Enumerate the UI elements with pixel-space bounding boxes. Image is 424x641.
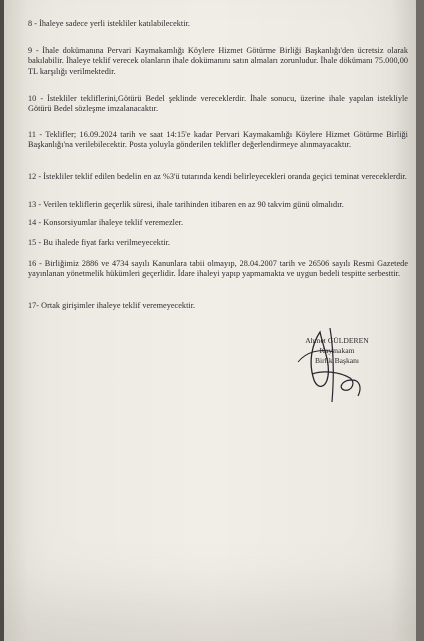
clause-13: 13 - Verilen tekliflerin geçerlik süresi, ihale tarihinden itibaren en az 90 takvim günü olmalıdır. bbox=[28, 200, 344, 209]
clause-15: 15 - Bu ihalede fiyat farkı verilmeyecektir. bbox=[28, 238, 171, 247]
clause-14: 14 - Konsorsiyumlar ihaleye teklif veremezler. bbox=[28, 218, 184, 227]
clause-9: 9 - İhale dokümanına Pervari Kaymakamlığı Köylere Hizmet Götürme Birliği Başkanlığı'den ücretsiz olarak bakılabilir. İhaleye teklif verecek olanların ihale dokümanını satın almaları zorunludur. İhale dökümanı 75.000,00 TL karşılığı verilmektedir. bbox=[28, 46, 408, 76]
signatory-role: Birlik Başkanı bbox=[314, 356, 360, 365]
clause-12: 12 - İstekliler teklif edilen bedelin en az %3'ü tutarında kendi belirleyecekleri oranda geçici teminat vereceklerdir. bbox=[28, 172, 407, 181]
clause-17: 17- Ortak girişimler ihaleye teklif veremeyecektir. bbox=[28, 301, 196, 310]
clause-11: 11 - Teklifler; 16.09.2024 tarih ve saat 14:15'e kadar Pervari Kaymakamlığı Köylere Hizmet Götürme Birliği Başkanlığı'na verilebilecektir. Posta yoluyla gönderilen teklifler değerlendirmeye alınmayacaktır. bbox=[28, 130, 408, 150]
signatory-title: Kaymakam bbox=[319, 346, 355, 355]
clause-8: 8 - İhaleye sadece yerli istekliler katılabilecektir. bbox=[28, 19, 191, 28]
handwritten-signature bbox=[290, 322, 380, 412]
signatory-name: Ahmet GÜLDEREN bbox=[305, 336, 369, 345]
clause-10: 10 - İstekliler tekliflerini,Götürü Bedel şeklinde vereceklerdir. İhale sonucu, üzerine ihale yapılan istekliyle Götürü Bedel sözleşme imzalanacaktır. bbox=[28, 94, 408, 114]
clause-16: 16 - Birliğimiz 2886 ve 4734 sayılı Kanunlara tabii olmayıp, 28.04.2007 tarih ve 26506 sayılı Resmi Gazetede yayınlanan yönetmelik hükümleri geçerlidir. İdare ihaleyi yapıp yapmamakta ve uygun bedeli tespitte serbesttir. bbox=[28, 259, 408, 279]
